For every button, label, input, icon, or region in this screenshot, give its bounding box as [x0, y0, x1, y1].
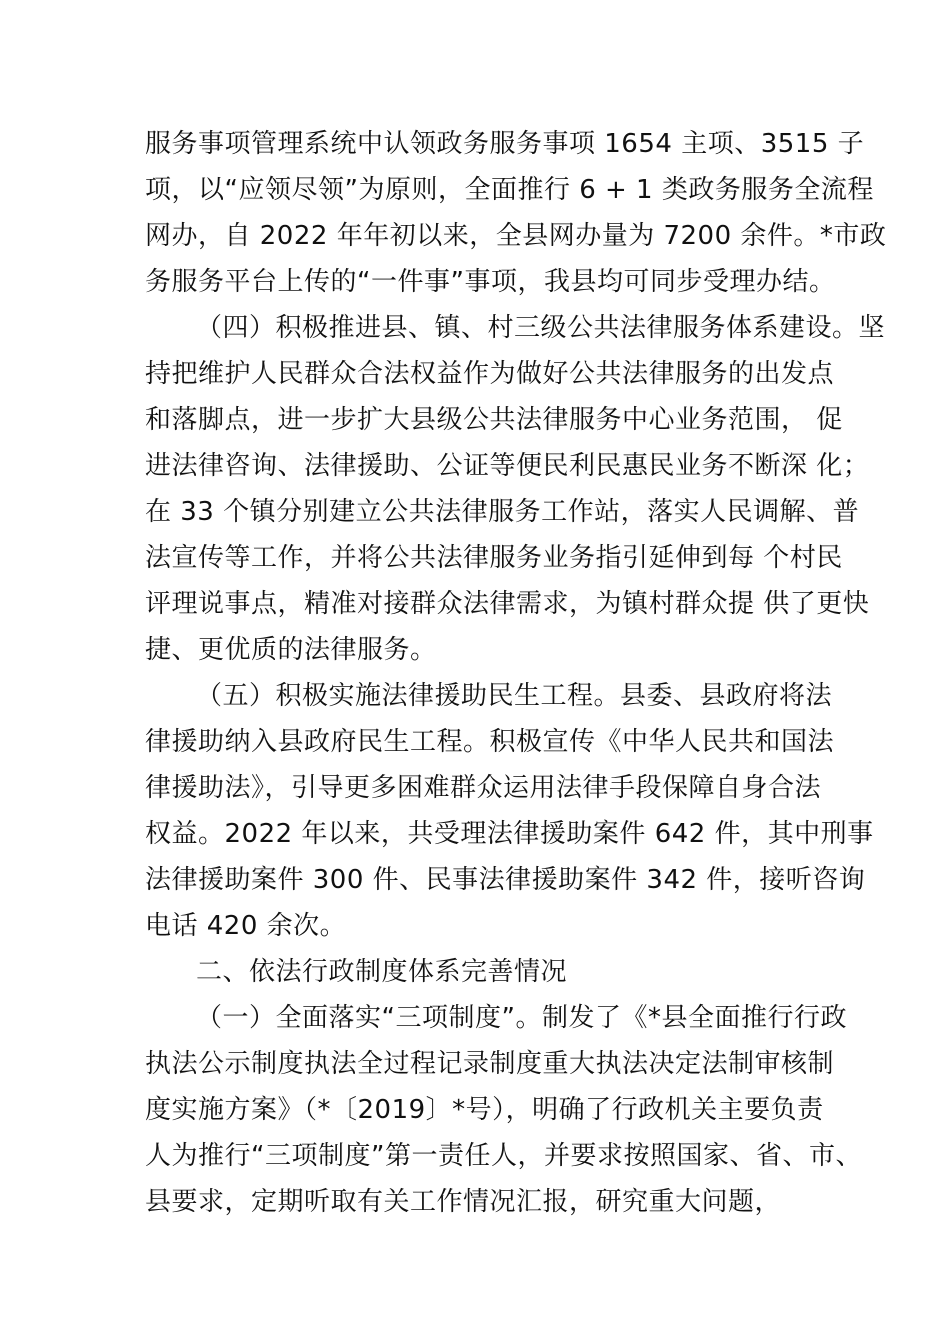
text-line: 评理说事点，精准对接群众法律需求，为镇村群众提 供了更快	[145, 589, 870, 619]
text-line: 人为推行“三项制度”第一责任人，并要求按照国家、省、市、	[145, 1141, 862, 1171]
text-line: 进法律咨询、法律援助、公证等便民利民惠民业务不断深 化；	[145, 451, 870, 481]
text-line: 法宣传等工作，并将公共法律服务业务指引延伸到每 个村民	[145, 543, 843, 573]
text-line: 和落脚点，进一步扩大县级公共法律服务中心业务范围， 促	[145, 405, 843, 435]
section-heading: 二、依法行政制度体系完善情况	[196, 957, 568, 987]
text-line: 执法公示制度执法全过程记录制度重大执法决定法制审核制	[145, 1049, 835, 1079]
paragraph-heading-line: （一）全面落实“三项制度”。制发了《*县全面推行行政	[196, 1003, 847, 1033]
text-line: 法律援助案件 300 件、民事法律援助案件 342 件，接听咨询	[145, 865, 866, 895]
text-line: 权益。2022 年以来，共受理法律援助案件 642 件，其中刑事	[145, 819, 874, 849]
text-line: 网办，自 2022 年年初以来，全县网办量为 7200 余件。*市政	[145, 221, 887, 251]
text-line: 在 33 个镇分别建立公共法律服务工作站，落实人民调解、普	[145, 497, 860, 527]
text-line: 捷、更优质的法律服务。	[145, 635, 437, 665]
text-line: 务服务平台上传的“一件事”事项，我县均可同步受理办结。	[145, 267, 836, 297]
text-line: 县要求，定期听取有关工作情况汇报，研究重大问题，	[145, 1187, 782, 1217]
text-line: 律援助纳入县政府民生工程。积极宣传《中华人民共和国法	[145, 727, 835, 757]
text-line: 电话 420 余次。	[145, 911, 347, 941]
text-line: 服务事项管理系统中认领政务服务事项 1654 主项、3515 子	[145, 129, 865, 159]
text-line: 度实施方案》（*〔2019〕*号），明确了行政机关主要负责	[145, 1095, 824, 1125]
text-line: 持把维护人民群众合法权益作为做好公共法律服务的出发点	[145, 359, 835, 389]
text-line: 律援助法》，引导更多困难群众运用法律手段保障自身合法	[145, 773, 822, 803]
text-line: 项，以“应领尽领”为原则，全面推行 6 + 1 类政务服务全流程	[145, 175, 874, 205]
paragraph-heading-line: （四）积极推进县、镇、村三级公共法律服务体系建设。坚	[196, 313, 886, 343]
paragraph-heading-line: （五）积极实施法律援助民生工程。县委、县政府将法	[196, 681, 833, 711]
